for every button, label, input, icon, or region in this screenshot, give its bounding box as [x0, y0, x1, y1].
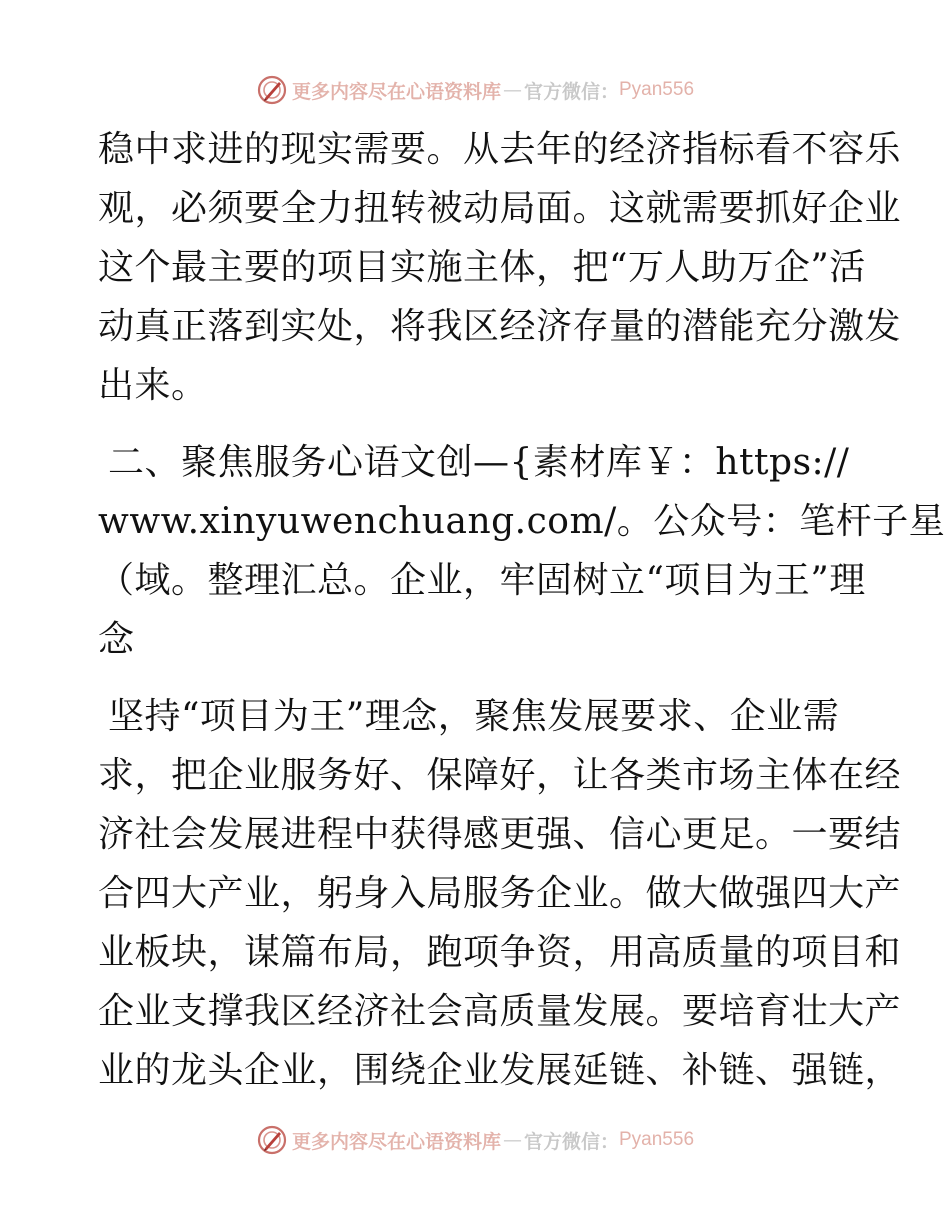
brand-logo-icon	[256, 1124, 288, 1156]
text-line: 观，必须要全力扭转被动局面。这就需要抓好企业	[98, 188, 902, 229]
text-line: 念	[98, 619, 135, 660]
header-watermark	[0, 70, 950, 110]
text-line: 这个最主要的项目实施主体，把“万人助万企”活	[98, 247, 866, 288]
watermark-account: Pyan556	[619, 79, 695, 100]
text-line: 动真正落到实处，将我区经济存量的潜能充分激发	[98, 306, 902, 347]
watermark-account: Pyan556	[619, 1129, 695, 1150]
paragraph-2-heading	[98, 433, 946, 669]
text-line: 二、聚焦服务心语文创—{素材库￥：https://	[108, 442, 850, 483]
text-line: （域。整理汇总。企业，牢固树立“项目为王”理	[98, 560, 866, 601]
watermark-label: 官方微信：	[523, 80, 619, 103]
watermark-brand: 更多内容尽在心语资料库	[291, 1130, 501, 1153]
text-line: 坚持“项目为王”理念，聚焦发展要求、企业需	[108, 696, 840, 737]
watermark-brand: 更多内容尽在心语资料库	[291, 80, 501, 103]
document-body	[98, 120, 946, 1100]
text-line: 业的龙头企业，围绕企业发展延链、补链、强链，	[98, 1050, 902, 1091]
text-line: 企业支撑我区经济社会高质量发展。要培育壮大产	[98, 991, 902, 1032]
watermark-label: 官方微信：	[523, 1130, 619, 1153]
text-line: 稳中求进的现实需要。从去年的经济指标看不容乐	[98, 129, 902, 170]
paragraph-1	[98, 120, 902, 415]
footer-watermark	[0, 1120, 950, 1160]
paragraph-3	[98, 687, 902, 1100]
text-line: 合四大产业，躬身入局服务企业。做大做强四大产	[98, 873, 902, 914]
text-line: www.xinyuwenchuang.com/。公众号：笔杆子星	[98, 501, 946, 542]
text-line: 求，把企业服务好、保障好，让各类市场主体在经	[98, 755, 902, 796]
watermark-separator: —	[502, 1129, 522, 1151]
watermark-separator: —	[502, 79, 522, 101]
text-line: 济社会发展进程中获得感更强、信心更足。一要结	[98, 814, 902, 855]
brand-logo-icon	[256, 74, 288, 106]
text-line: 业板块，谋篇布局，跑项争资，用高质量的项目和	[98, 932, 902, 973]
text-line: 出来。	[98, 365, 208, 406]
